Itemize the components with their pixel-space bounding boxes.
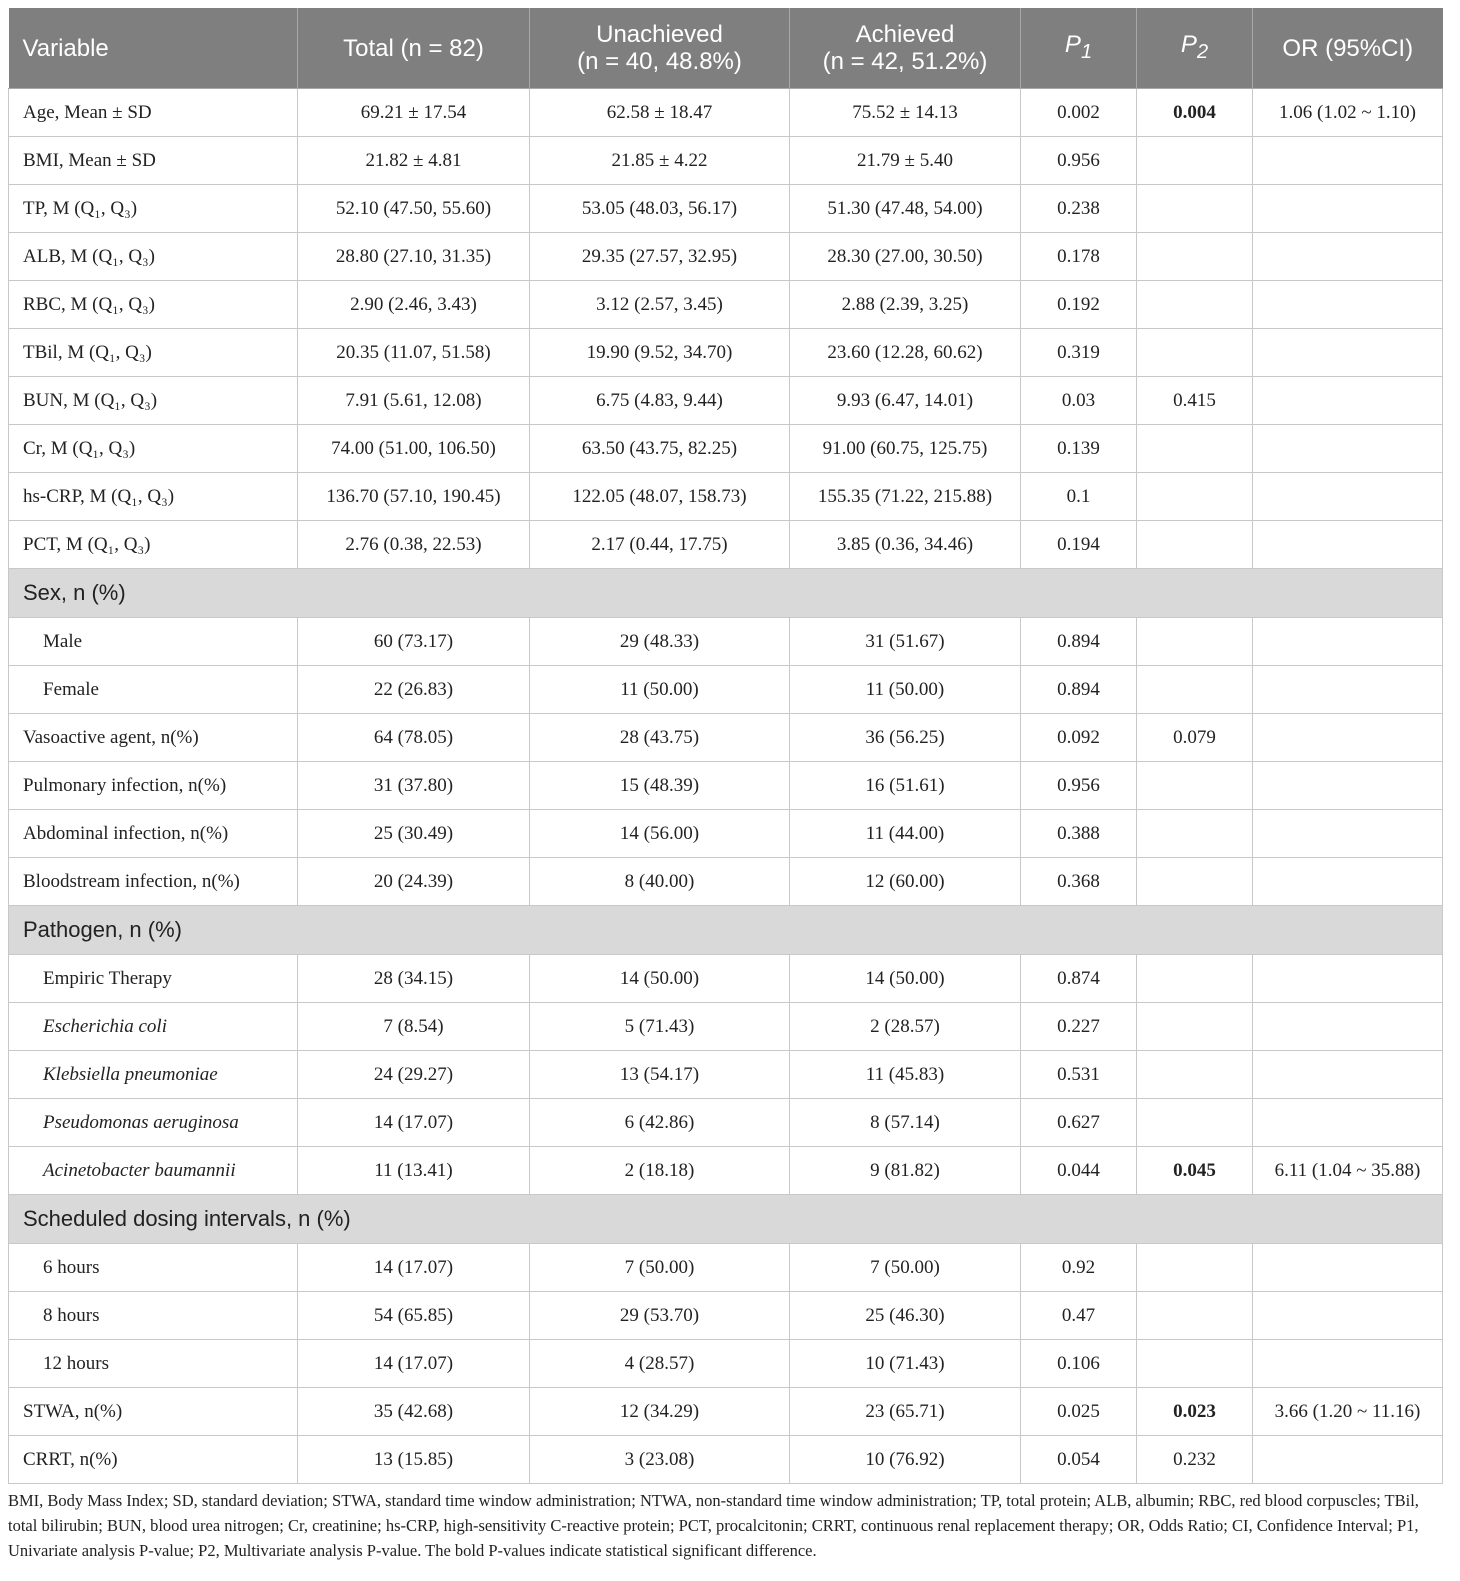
cell-p2 [1137,618,1253,666]
cell-label: hs-CRP, M (Q₁, Q₃) [9,473,298,521]
cell-unachieved: 29.35 (27.57, 32.95) [530,233,790,281]
cell-total: 14 (17.07) [298,1099,530,1147]
cell-unachieved: 2 (18.18) [530,1147,790,1195]
cell-or [1253,473,1443,521]
cell-achieved: 51.30 (47.48, 54.00) [790,185,1021,233]
header-p1 [1021,8,1137,89]
header-achieved-line2: (n = 42, 51.2%) [822,48,988,75]
results-table [8,8,1443,1484]
cell-unachieved: 13 (54.17) [530,1051,790,1099]
cell-unachieved: 12 (34.29) [530,1388,790,1436]
cell-label: Cr, M (Q₁, Q₃) [9,425,298,473]
cell-p1: 0.178 [1021,233,1137,281]
cell-achieved: 11 (44.00) [790,810,1021,858]
cell-achieved: 3.85 (0.36, 34.46) [790,521,1021,569]
cell-or [1253,1292,1443,1340]
cell-label: Male [9,618,298,666]
cell-p1: 0.47 [1021,1292,1137,1340]
cell-p1: 0.238 [1021,185,1137,233]
cell-p2 [1137,1051,1253,1099]
section-row [9,906,1443,955]
cell-unachieved: 28 (43.75) [530,714,790,762]
header-unachieved-line2: (n = 40, 48.8%) [577,48,742,75]
cell-unachieved: 11 (50.00) [530,666,790,714]
cell-unachieved: 53.05 (48.03, 56.17) [530,185,790,233]
cell-or [1253,1099,1443,1147]
table-row [9,1003,1443,1051]
cell-or [1253,281,1443,329]
cell-total: 20.35 (11.07, 51.58) [298,329,530,377]
cell-p1: 0.002 [1021,89,1137,137]
cell-label: TP, M (Q₁, Q₃) [9,185,298,233]
cell-p2 [1137,1003,1253,1051]
cell-or [1253,762,1443,810]
section-row [9,1195,1443,1244]
table-row [9,810,1443,858]
cell-p1: 0.319 [1021,329,1137,377]
cell-achieved: 16 (51.61) [790,762,1021,810]
cell-or [1253,233,1443,281]
cell-p1: 0.627 [1021,1099,1137,1147]
cell-p2: 0.079 [1137,714,1253,762]
cell-label: Escherichia coli [9,1003,298,1051]
cell-label: Klebsiella pneumoniae [9,1051,298,1099]
cell-total: 25 (30.49) [298,810,530,858]
significant-p-value: 0.023 [1173,1400,1216,1422]
cell-achieved: 31 (51.67) [790,618,1021,666]
cell-label: TBil, M (Q₁, Q₃) [9,329,298,377]
cell-p2 [1137,185,1253,233]
cell-achieved: 12 (60.00) [790,858,1021,906]
cell-total: 2.90 (2.46, 3.43) [298,281,530,329]
header-p2-sub: 2 [1196,40,1209,63]
cell-label: Female [9,666,298,714]
cell-unachieved: 6.75 (4.83, 9.44) [530,377,790,425]
cell-total: 35 (42.68) [298,1388,530,1436]
table-row [9,521,1443,569]
cell-total: 2.76 (0.38, 22.53) [298,521,530,569]
cell-or [1253,955,1443,1003]
cell-unachieved: 7 (50.00) [530,1244,790,1292]
cell-or [1253,329,1443,377]
cell-p2 [1137,762,1253,810]
table-row [9,666,1443,714]
cell-achieved: 36 (56.25) [790,714,1021,762]
cell-achieved: 9.93 (6.47, 14.01) [790,377,1021,425]
header-achieved [790,8,1021,89]
cell-achieved: 23 (65.71) [790,1388,1021,1436]
table-row [9,1292,1443,1340]
cell-p1: 0.227 [1021,1003,1137,1051]
cell-p2: 0.415 [1137,377,1253,425]
cell-p2 [1137,1147,1253,1195]
cell-p2 [1137,281,1253,329]
cell-p2 [1137,233,1253,281]
cell-p2 [1137,1244,1253,1292]
cell-p2 [1137,955,1253,1003]
cell-p2 [1137,1099,1253,1147]
cell-or [1253,425,1443,473]
cell-total: 22 (26.83) [298,666,530,714]
cell-label: STWA, n(%) [9,1388,298,1436]
table-row [9,1051,1443,1099]
significant-p-value: 0.045 [1173,1159,1216,1181]
cell-label: 12 hours [9,1340,298,1388]
cell-or [1253,1244,1443,1292]
cell-unachieved: 6 (42.86) [530,1099,790,1147]
cell-label: Abdominal infection, n(%) [9,810,298,858]
cell-p1: 0.874 [1021,955,1137,1003]
cell-p2 [1137,521,1253,569]
cell-total: 7 (8.54) [298,1003,530,1051]
cell-p1: 0.368 [1021,858,1137,906]
table-body [9,89,1443,1484]
cell-unachieved: 19.90 (9.52, 34.70) [530,329,790,377]
cell-p2 [1137,137,1253,185]
cell-p1: 0.956 [1021,762,1137,810]
table-row [9,618,1443,666]
table-row [9,1244,1443,1292]
cell-p2 [1137,1388,1253,1436]
cell-label: RBC, M (Q₁, Q₃) [9,281,298,329]
cell-unachieved: 14 (56.00) [530,810,790,858]
header-p1-sub: 1 [1080,40,1093,63]
cell-total: 31 (37.80) [298,762,530,810]
cell-label: Vasoactive agent, n(%) [9,714,298,762]
table-row [9,1099,1443,1147]
cell-label: Pseudomonas aeruginosa [9,1099,298,1147]
cell-total: 21.82 ± 4.81 [298,137,530,185]
cell-total: 64 (78.05) [298,714,530,762]
cell-p1: 0.03 [1021,377,1137,425]
table-row [9,762,1443,810]
section-label: Scheduled dosing intervals, n (%) [9,1195,1443,1244]
cell-p1: 0.92 [1021,1244,1137,1292]
cell-unachieved: 2.17 (0.44, 17.75) [530,521,790,569]
cell-p2 [1137,810,1253,858]
cell-total: 13 (15.85) [298,1436,530,1484]
cell-unachieved: 4 (28.57) [530,1340,790,1388]
table-row [9,377,1443,425]
table-row [9,1147,1443,1195]
cell-total: 11 (13.41) [298,1147,530,1195]
cell-unachieved: 29 (48.33) [530,618,790,666]
cell-or [1253,185,1443,233]
cell-achieved: 8 (57.14) [790,1099,1021,1147]
cell-achieved: 155.35 (71.22, 215.88) [790,473,1021,521]
cell-label: Pulmonary infection, n(%) [9,762,298,810]
cell-total: 74.00 (51.00, 106.50) [298,425,530,473]
cell-total: 20 (24.39) [298,858,530,906]
footnote: BMI, Body Mass Index; SD, standard deviation; STWA, standard time window administration; NTWA, non-standard time window administration; TP, total protein; ALB, albumin; RBC, red blood corpuscles; TBil, total bilirubin; BUN, blood urea nitrogen; Cr, creatinine; hs-CRP, high-sensitivity C-reactive protein; PCT, procalcitonin; CRRT, continuous renal replacement therapy; OR, Odds Ratio; CI, Confidence Interval; P1, Univariate analysis P-value; P2, Multivariate analysis P-value. The bold P-values indicate statistical significant difference. [8,1491,1419,1560]
cell-or [1253,858,1443,906]
cell-p1: 0.531 [1021,1051,1137,1099]
cell-unachieved: 62.58 ± 18.47 [530,89,790,137]
cell-unachieved: 5 (71.43) [530,1003,790,1051]
cell-p1: 0.894 [1021,666,1137,714]
table-row [9,1436,1443,1484]
cell-or [1253,521,1443,569]
cell-or [1253,666,1443,714]
table-row [9,955,1443,1003]
cell-achieved: 25 (46.30) [790,1292,1021,1340]
section-label: Pathogen, n (%) [9,906,1443,955]
cell-p1: 0.894 [1021,618,1137,666]
cell-label: Empiric Therapy [9,955,298,1003]
cell-unachieved: 15 (48.39) [530,762,790,810]
cell-total: 69.21 ± 17.54 [298,89,530,137]
header-p1-letter: P [1064,30,1081,58]
cell-p1: 0.025 [1021,1388,1137,1436]
cell-label: ALB, M (Q₁, Q₃) [9,233,298,281]
header-total: Total (n = 82) [298,8,530,89]
cell-p1: 0.044 [1021,1147,1137,1195]
header-unachieved-line1: Unachieved [596,21,723,48]
cell-p2 [1137,1292,1253,1340]
cell-label: Acinetobacter baumannii [9,1147,298,1195]
cell-total: 136.70 (57.10, 190.45) [298,473,530,521]
cell-total: 14 (17.07) [298,1340,530,1388]
cell-total: 28 (34.15) [298,955,530,1003]
cell-or [1253,377,1443,425]
table-row [9,329,1443,377]
significant-p-value: 0.004 [1173,101,1216,123]
cell-total: 24 (29.27) [298,1051,530,1099]
cell-unachieved: 8 (40.00) [530,858,790,906]
table-row [9,858,1443,906]
cell-unachieved: 3.12 (2.57, 3.45) [530,281,790,329]
cell-p2 [1137,666,1253,714]
table-container [8,8,1442,1484]
cell-or [1253,137,1443,185]
cell-unachieved: 14 (50.00) [530,955,790,1003]
cell-or [1253,1436,1443,1484]
cell-p2 [1137,425,1253,473]
cell-p1: 0.1 [1021,473,1137,521]
cell-p2 [1137,858,1253,906]
header-or: OR (95%CI) [1253,8,1443,89]
cell-achieved: 2.88 (2.39, 3.25) [790,281,1021,329]
table-row [9,185,1443,233]
cell-p1: 0.194 [1021,521,1137,569]
cell-achieved: 2 (28.57) [790,1003,1021,1051]
cell-total: 7.91 (5.61, 12.08) [298,377,530,425]
cell-achieved: 28.30 (27.00, 30.50) [790,233,1021,281]
cell-achieved: 91.00 (60.75, 125.75) [790,425,1021,473]
cell-p1: 0.092 [1021,714,1137,762]
cell-or: 3.66 (1.20 ~ 11.16) [1253,1388,1443,1436]
table-row [9,1340,1443,1388]
cell-or [1253,1003,1443,1051]
cell-achieved: 9 (81.82) [790,1147,1021,1195]
header-row [9,8,1443,89]
cell-or [1253,1340,1443,1388]
cell-total: 28.80 (27.10, 31.35) [298,233,530,281]
cell-or: 1.06 (1.02 ~ 1.10) [1253,89,1443,137]
cell-label: PCT, M (Q₁, Q₃) [9,521,298,569]
cell-p1: 0.956 [1021,137,1137,185]
header-variable: Variable [9,8,298,89]
cell-p1: 0.192 [1021,281,1137,329]
cell-total: 60 (73.17) [298,618,530,666]
cell-achieved: 7 (50.00) [790,1244,1021,1292]
table-row [9,425,1443,473]
header-p2 [1137,8,1253,89]
cell-total: 52.10 (47.50, 55.60) [298,185,530,233]
cell-label: 8 hours [9,1292,298,1340]
cell-unachieved: 122.05 (48.07, 158.73) [530,473,790,521]
table-row [9,137,1443,185]
cell-unachieved: 3 (23.08) [530,1436,790,1484]
cell-achieved: 21.79 ± 5.40 [790,137,1021,185]
table-row [9,89,1443,137]
cell-p1: 0.388 [1021,810,1137,858]
cell-label: BUN, M (Q₁, Q₃) [9,377,298,425]
cell-unachieved: 63.50 (43.75, 82.25) [530,425,790,473]
cell-label: Age, Mean ± SD [9,89,298,137]
cell-total: 14 (17.07) [298,1244,530,1292]
cell-p2 [1137,89,1253,137]
cell-p1: 0.139 [1021,425,1137,473]
cell-achieved: 23.60 (12.28, 60.62) [790,329,1021,377]
cell-unachieved: 29 (53.70) [530,1292,790,1340]
section-label: Sex, n (%) [9,569,1443,618]
table-row [9,233,1443,281]
table-row [9,281,1443,329]
cell-p2 [1137,329,1253,377]
cell-achieved: 14 (50.00) [790,955,1021,1003]
table-row [9,1388,1443,1436]
cell-or [1253,714,1443,762]
cell-or [1253,810,1443,858]
cell-total: 54 (65.85) [298,1292,530,1340]
cell-p1: 0.106 [1021,1340,1137,1388]
cell-achieved: 11 (45.83) [790,1051,1021,1099]
cell-unachieved: 21.85 ± 4.22 [530,137,790,185]
cell-label: Bloodstream infection, n(%) [9,858,298,906]
cell-achieved: 75.52 ± 14.13 [790,89,1021,137]
cell-achieved: 10 (71.43) [790,1340,1021,1388]
cell-or: 6.11 (1.04 ~ 35.88) [1253,1147,1443,1195]
cell-p1: 0.054 [1021,1436,1137,1484]
section-row [9,569,1443,618]
cell-or [1253,1051,1443,1099]
cell-p2 [1137,1340,1253,1388]
header-p2-letter: P [1180,30,1197,58]
cell-achieved: 11 (50.00) [790,666,1021,714]
table-row [9,714,1443,762]
header-achieved-line1: Achieved [855,21,955,48]
cell-label: CRRT, n(%) [9,1436,298,1484]
cell-p2: 0.232 [1137,1436,1253,1484]
cell-or [1253,618,1443,666]
cell-label: 6 hours [9,1244,298,1292]
cell-label: BMI, Mean ± SD [9,137,298,185]
header-unachieved [530,8,790,89]
table-row [9,473,1443,521]
cell-p2 [1137,473,1253,521]
cell-achieved: 10 (76.92) [790,1436,1021,1484]
